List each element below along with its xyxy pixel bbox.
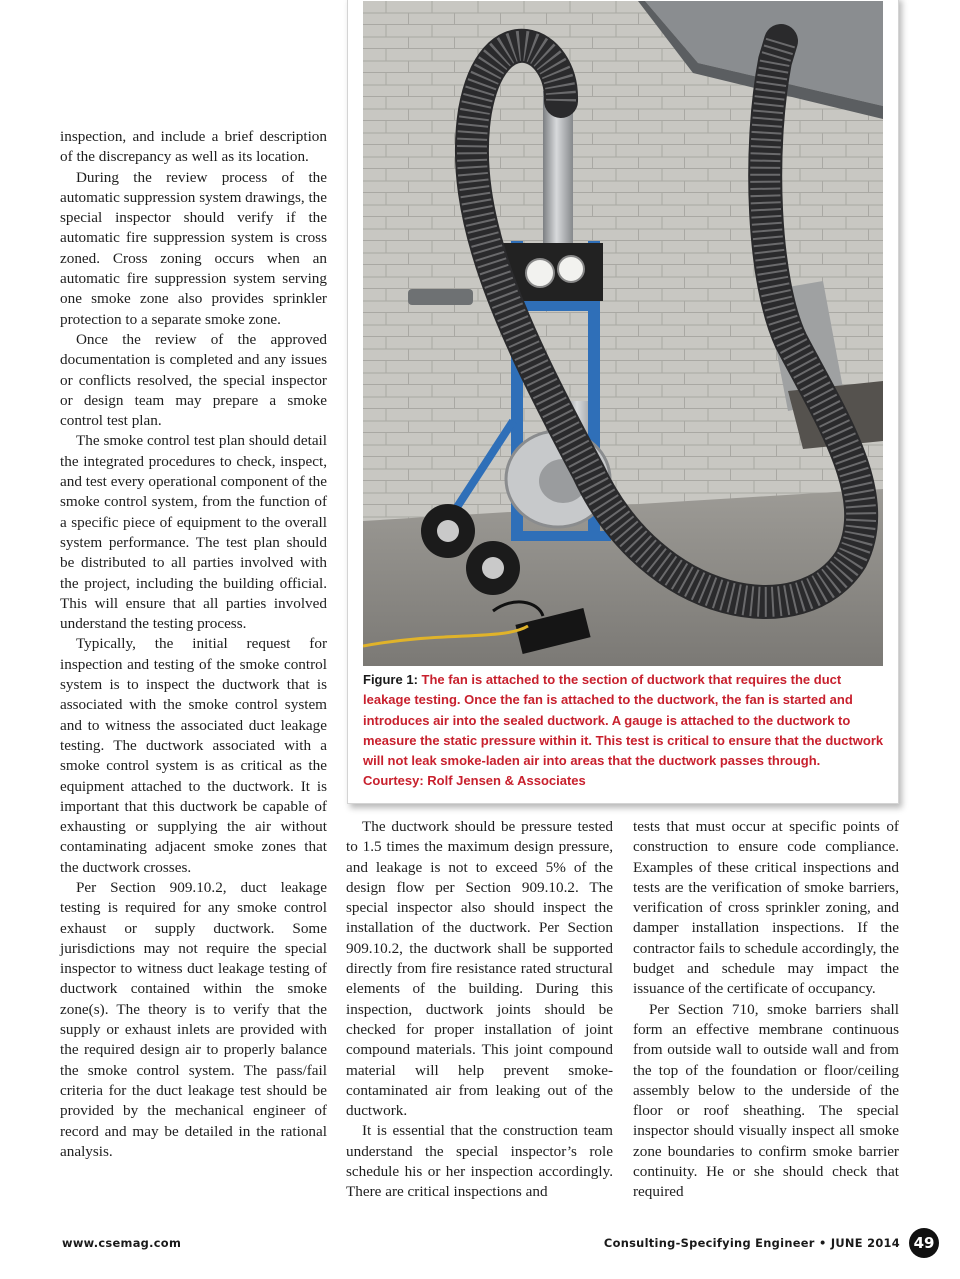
footer-publication: Consulting-Specifying Engineer • JUNE 2014 — [603, 1236, 900, 1250]
figure-caption — [363, 670, 885, 792]
article-column-left — [60, 127, 327, 1162]
figure-1 — [347, 0, 899, 804]
photo-credit: Courtesy: Rolf Jensen & Associates — [363, 773, 586, 789]
article-column-middle — [346, 817, 613, 1203]
paragraph: Per Section 909.10.2, duct leakage testing is required for any smoke control exhaust or supply ductwork. Some jurisdictions may not require the special inspector to witness duct leakage testing of ductwork contained within the smoke zone(s). The theory is to verify that the supply or exhaust inlets are provided with the required design air to properly balance the smoke control system. The pass/fail criteria for the duct leakage test should be provided by the mechanical engineer of record and may be detailed in the rational analysis. — [60, 878, 327, 1160]
caption-text: The fan is attached to the section of ductwork that requires the duct leakage testing. Once the fan is attached to the ductwork, the fan is started and introduces air into the sealed ductwork. A gauge is attached to the ductwork to measure the static pressure within it. This test is critical to ensure that the ductwork will not leak smoke-laden air into areas that the ductwork passes through. — [363, 672, 884, 769]
duct-leakage-test-photo — [363, 1, 883, 666]
paragraph: Typically, the initial request for inspection and testing of the smoke control system is to inspect the ductwork that is associated with the smoke control system and to witness the associated duct leakage testing. The ductwork associated with a smoke control system is as critical as the equipment attached to the ductwork. It is important that this ductwork be capable of exhausting or supplying the air without contaminating adjacent smoke zones that the ductwork crosses. — [60, 635, 327, 876]
paragraph: It is essential that the construction team understand the special inspector’s role schedule his or her inspection accordingly. There are critical inspections and — [346, 1122, 613, 1201]
footer-website: www.csemag.com — [62, 1236, 182, 1250]
figure-label: Figure 1: — [363, 672, 418, 687]
paragraph: tests that must occur at specific points of construction to ensure code compliance. Examples of these critical inspections and tests are the verification of smoke barriers, verification of cross sprinkler zoning, and damper installation inspections. If the contractor fails to schedule accordingly, the budget and schedule may impact the issuance of the certificate of occupancy. — [633, 818, 899, 998]
article-column-right — [633, 817, 899, 1203]
paragraph: During the review process of the automatic suppression system drawings, the special inspector should verify if the automatic fire suppression system is cross zoned. Cross zoning occurs when an automatic fire suppression system serving one smoke zone also provides sprinkler protection to a separate smoke zone. — [60, 168, 328, 328]
page-number-badge: 49 — [909, 1228, 939, 1258]
paragraph: inspection, and include a brief description of the discrepancy as well as its location. — [60, 128, 327, 166]
paragraph: The smoke control test plan should detail the integrated procedures to check, inspect, and test every operational component of the smoke control system, from the function of a specific piece of equipment to the overall system performance. The test plan should be distributed to all parties involved with the project, including the building official. This will ensure that all parties involved understand the testing process. — [60, 432, 327, 633]
paragraph: Per Section 710, smoke barriers shall form an effective membrane continuous from outside wall to outside wall and from the top of the foundation or floor/ceiling assembly below to the underside of the floor or roof sheathing. The special inspector should visually inspect all smoke zone boundaries to confirm smoke barrier continuity. He or she should check that required — [633, 1000, 899, 1201]
paragraph: Once the review of the approved documentation is completed and any issues or conflicts resolved, the special inspector or design team may prepare a smoke control test plan. — [60, 330, 327, 430]
paragraph: The ductwork should be pressure tested to 1.5 times the maximum design pressure, and leakage is not to exceed 5% of the design flow per Section 909.10.2. The special inspector also should inspect the installation of the ductwork. Per Section 909.10.2, the ductwork shall be supported directly from fire resistance rated structural elements of the building. During this inspection, ductwork joints should be checked for proper installation of joint compound materials. This joint compound material will help prevent smoke-contaminated air from leaking out of the ductwork. — [346, 818, 613, 1120]
